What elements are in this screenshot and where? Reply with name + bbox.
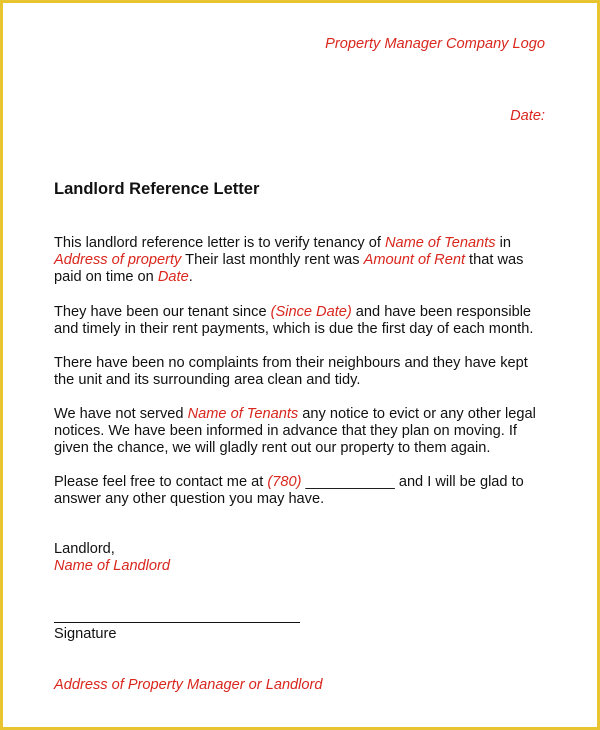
address-placeholder: Address of Property Manager or Landlord <box>54 677 323 693</box>
paragraph-line <box>54 269 554 286</box>
signature-line <box>54 622 300 623</box>
paragraph-line: given the chance, we will gladly rent out our property to them again. <box>54 440 491 457</box>
body-text: any notice to evict or any other legal <box>298 406 536 422</box>
phone-blank: ___________ and I will be glad to <box>301 474 524 490</box>
property-address-placeholder: Address of property <box>54 252 182 269</box>
paragraph-verify-tenancy <box>54 235 554 287</box>
paragraph-line <box>54 252 554 269</box>
body-text: . <box>188 269 193 286</box>
paragraph-line: the unit and its surrounding area clean and tidy. <box>54 372 361 389</box>
letter-title: Landlord Reference Letter <box>54 180 260 198</box>
area-code-placeholder: (780) <box>267 474 302 490</box>
body-text: that was <box>465 252 524 269</box>
closing-salutation: Landlord, <box>54 541 115 557</box>
date-label: Date: <box>510 108 545 124</box>
paragraph-contact <box>54 474 554 508</box>
paragraph-line <box>54 304 554 321</box>
paragraph-line: notices. We have been informed in advance that they plan on moving. If <box>54 423 517 440</box>
tenant-name-placeholder: Name of Tenants <box>384 235 496 251</box>
paragraph-line <box>54 406 554 423</box>
paragraph-line: and timely in their rent payments, which is due the first day of each month. <box>54 321 534 338</box>
company-logo-placeholder: Property Manager Company Logo <box>325 36 545 52</box>
body-text: in <box>495 235 511 251</box>
closing-block <box>54 541 170 575</box>
body-text: Their last monthly rent was <box>181 252 364 269</box>
body-text: They have been our tenant since <box>54 304 271 320</box>
paragraph-line <box>54 474 554 491</box>
paragraph-line <box>54 235 554 252</box>
body-text: and have been responsible <box>351 304 532 320</box>
rent-amount-placeholder: Amount of Rent <box>363 252 465 269</box>
since-date-placeholder: (Since Date) <box>270 304 352 320</box>
paragraph-line: There have been no complaints from their neighbours and they have kept <box>54 355 528 371</box>
body-text: We have not served <box>54 406 188 422</box>
paragraph-no-complaints <box>54 355 554 389</box>
signature-label: Signature <box>54 626 117 642</box>
paragraph-no-eviction <box>54 406 554 458</box>
body-text: This landlord reference letter is to verify tenancy of <box>54 235 385 251</box>
paragraph-tenancy-duration <box>54 304 554 338</box>
body-text: paid on time on <box>54 269 158 286</box>
paragraph-line: answer any other question you may have. <box>54 491 325 508</box>
date-placeholder: Date <box>157 269 189 286</box>
landlord-name-placeholder: Name of Landlord <box>54 558 171 575</box>
body-text: Please feel free to contact me at <box>54 474 268 490</box>
tenant-name-placeholder: Name of Tenants <box>187 406 299 422</box>
